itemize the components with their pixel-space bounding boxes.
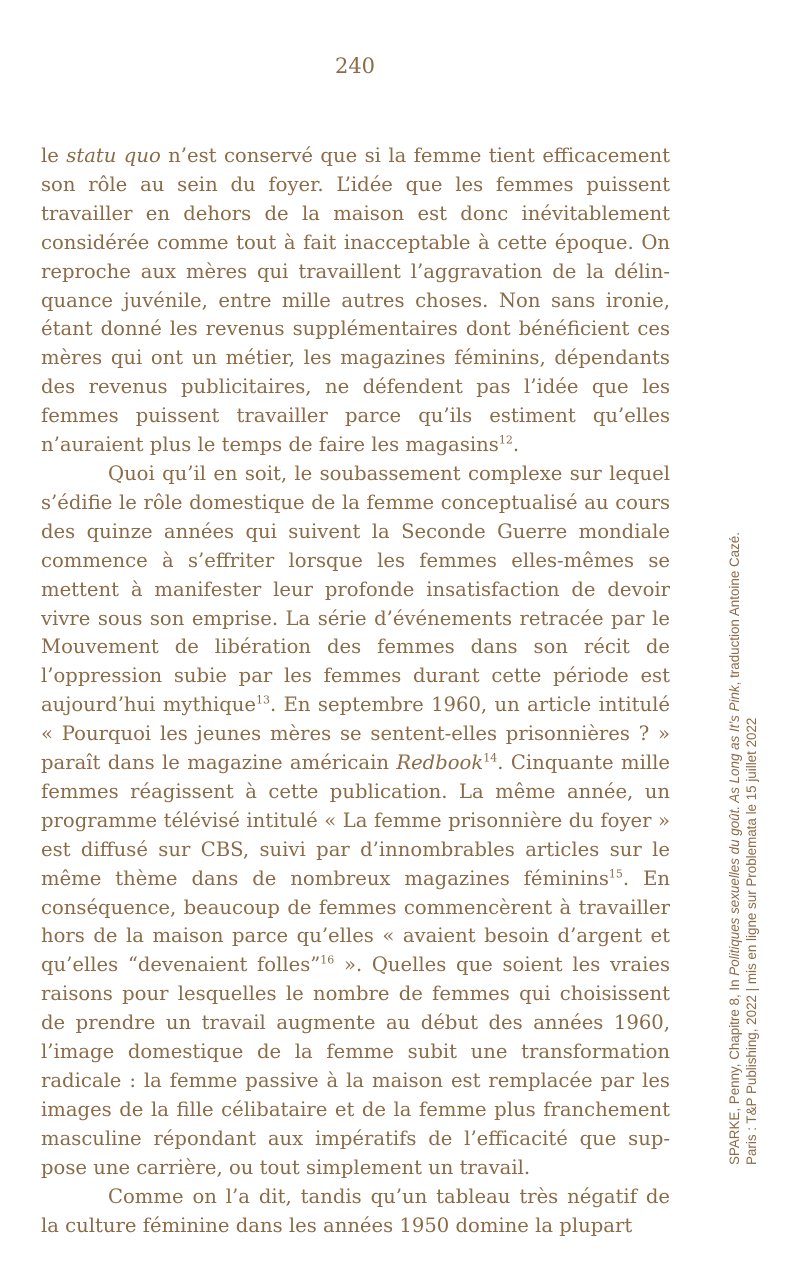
text-run: Quoi qu’il en soit, le soubassement complexe sur lequel s’édifie le rôle domestique de la femme conceptualisé au cours des quinze années qui suivent la Seconde Guerre mondiale commence à s’effriter lorsque les femmes elles-mêmes se mettent à manifester leur profonde insatisfaction de devoir vivre sous son emprise. La série d’événements retracée par le Mouvement de libération des femmes dans son récit de l’oppression subie par les femmes durant cette période est aujourd’hui mythique bbox=[41, 461, 670, 717]
text-run: . En conséquence, beaucoup de femmes commencèrent à travailler hors de la maison parce qu’elles « avaient besoin d’argent et qu’elles “devenaient folles” bbox=[41, 866, 670, 977]
body-text bbox=[41, 142, 670, 1240]
text-run: n’est conservé que si la femme tient efficacement son rôle au sein du foyer. L’idée que les femmes puissent travailler en dehors de la maison est donc inévitablement considérée comme tout à fait inacceptable à cette époque. On reproche aux mères qui travaillent l’aggravation de la délinquance juvénile, entre mille autres choses. Non sans ironie, étant donné les revenus supplémentaires dont bénéficient ces mères qui ont un métier, les magazines féminins, dépendants des revenus publicitaires, ne défendent pas l’idée que les femmes puissent travailler parce qu’ils estiment qu’elles n’auraient plus le temps de faire les magasins bbox=[41, 144, 671, 457]
text-run: Comme on l’a dit, tandis qu’un tableau très négatif de la culture féminine dans les années 1950 domine la plupart bbox=[41, 1184, 670, 1237]
paragraph bbox=[41, 460, 670, 1183]
citation-side-note bbox=[726, 0, 796, 1165]
citation-line-1 bbox=[726, 0, 743, 1165]
footnote-ref: 14 bbox=[483, 751, 498, 765]
italic-text: statu quo bbox=[66, 144, 161, 167]
italic-text: Politiques sexuelles du goût. As Long as It’s Pink bbox=[727, 685, 742, 976]
text-run: . En septembre 1960, un article intitulé « Pourquoi les jeunes mères se sentent-elles prisonnières ? » paraît dans le magazine américain bbox=[41, 693, 670, 775]
page-number: 240 bbox=[334, 54, 376, 78]
text-run: . bbox=[512, 433, 520, 457]
text-run: . Cinquante mille femmes réagissent à cette publication. La même année, un programme télévisé intitulé « La femme prisonnière du foyer » est diffusé sur CBS, suivi par d’innombrables articles sur le même thème dans de nombreux magazines féminins bbox=[41, 751, 670, 890]
italic-text: Redbook bbox=[396, 751, 484, 775]
footnote-ref: 15 bbox=[608, 867, 623, 881]
citation-line-2: Paris : T&P Publishing, 2022 | mis en ligne sur Problemata le 15 juillet 2022 bbox=[744, 717, 759, 1165]
paragraph bbox=[41, 142, 670, 460]
footnote-ref: 12 bbox=[498, 433, 513, 447]
text-run: ». Quelles que soient les vraies raisons pour lesquelles le nombre de femmes qui choisissent de prendre un travail augmente au début des années 1960, l’image domestique de la femme subit une transformation radicale : la femme passive à la maison est remplacée par les images de la fille célibataire et de la femme plus franchement masculine répondant aux impératifs de l’efficacité que suppose une carrière, ou tout simplement un travail. bbox=[41, 953, 670, 1179]
text-run: SPARKE, Penny, Chapitre 8, In bbox=[727, 975, 742, 1165]
footnote-ref: 13 bbox=[256, 693, 270, 707]
text-run: le bbox=[41, 144, 67, 167]
footnote-ref: 16 bbox=[320, 953, 335, 967]
text-run: , traduction Antoine Cazé. bbox=[727, 532, 742, 686]
paragraph bbox=[41, 1183, 670, 1241]
